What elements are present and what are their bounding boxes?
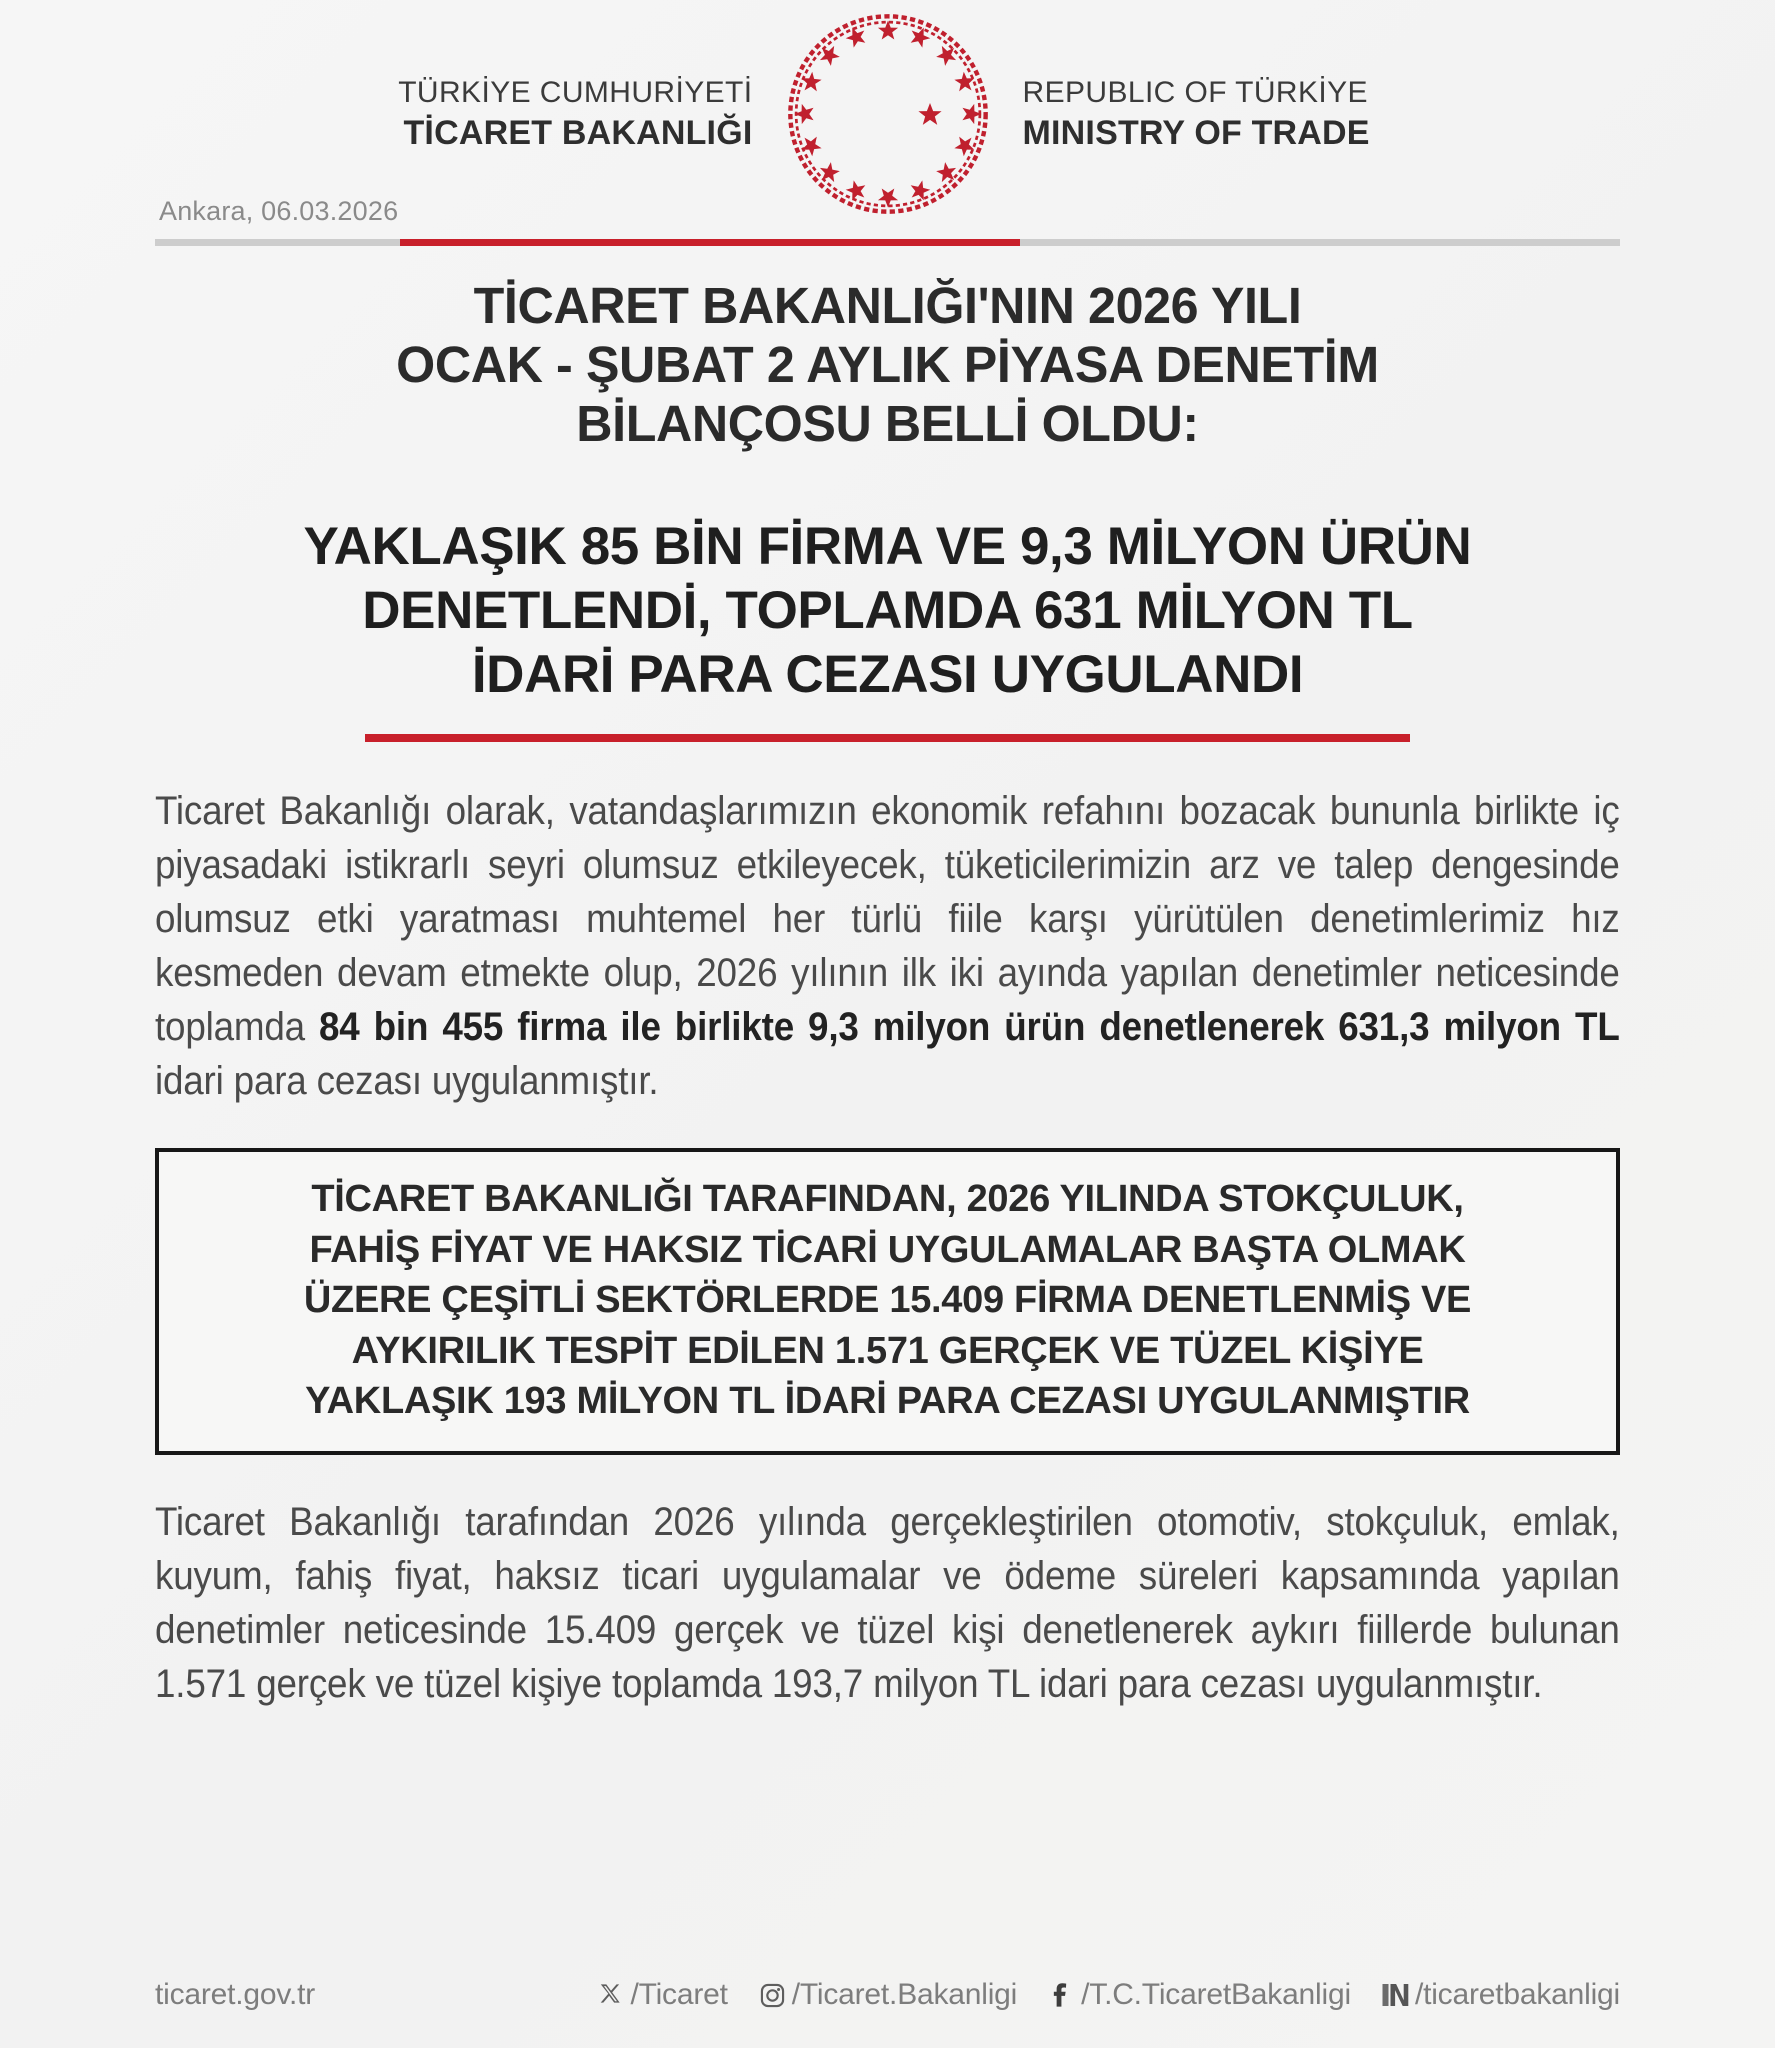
- callout-line3: ÜZERE ÇEŞİTLİ SEKTÖRLERDE 15.409 FİRMA DENETLENMİŞ VE: [303, 1279, 1472, 1322]
- n-logo-icon: [1381, 1980, 1411, 2010]
- page-title-line3: BİLANÇOSU BELLİ OLDU:: [576, 395, 1199, 453]
- red-divider: [365, 734, 1410, 742]
- instagram-icon: [758, 1980, 788, 2010]
- social-handle-n: /ticaretbakanligi: [1414, 1978, 1620, 2011]
- body-paragraph-1: [155, 784, 1620, 1108]
- header-rule-red-segment: [400, 239, 1020, 246]
- body-paragraph-2: Ticaret Bakanlığı tarafından 2026 yılında gerçekleştirilen otomotiv, stokçuluk, emlak, kuyum, fahiş fiyat, haksız ticari uygulamalar ve ödeme süreleri kapsamında yapılan denetimler neticesinde 15.409 gerçek ve tüzel kişi denetlenerek aykırı fiillerde bulunan 1.571 gerçek ve tüzel kişiye toplamda 193,7 milyon TL idari para cezası uygulanmıştır.: [155, 1499, 1620, 1706]
- masthead-english: [993, 76, 1493, 152]
- social-link-instagram[interactable]: [758, 1978, 1017, 2012]
- social-handle-facebook: /T.C.TicaretBakanligi: [1081, 1978, 1351, 2011]
- subheadline-line1: YAKLAŞIK 85 BİN FİRMA VE 9,3 MİLYON ÜRÜN: [303, 517, 1472, 577]
- footer-website[interactable]: ticaret.gov.tr: [155, 1978, 316, 2011]
- facebook-icon: [1047, 1980, 1077, 2010]
- paragraph-1-bold: 84 bin 455 firma ile birlikte 9,3 milyon ürün denetlenerek 631,3 milyon TL: [318, 1005, 1620, 1050]
- footer: [155, 1978, 1620, 2012]
- page-title-line1: TİCARET BAKANLIĞI'NIN 2026 YILI: [473, 277, 1302, 334]
- callout-text: [173, 1174, 1602, 1427]
- page-title-line2: OCAK - ŞUBAT 2 AYLIK PİYASA DENETİM: [396, 336, 1379, 394]
- callout-line1: TİCARET BAKANLIĞI TARAFINDAN, 2026 YILINDA STOKÇULUK,: [311, 1178, 1464, 1221]
- masthead-turkish-line1: TÜRKİYE CUMHURİYETİ: [398, 75, 753, 109]
- callout-line4: AYKIRILIK TESPİT EDİLEN 1.571 GERÇEK VE TÜZEL KİŞİYE: [351, 1329, 1424, 1372]
- masthead-turkish-line2: TİCARET BAKANLIĞI: [403, 113, 753, 152]
- subheadline: [155, 515, 1620, 706]
- paragraph-1-part-2: idari para cezası uygulanmıştır.: [155, 1059, 659, 1104]
- social-handle-instagram: /Ticaret.Bakanligi: [791, 1978, 1018, 2011]
- social-link-facebook[interactable]: [1047, 1978, 1351, 2012]
- ministry-of-trade-emblem: [783, 9, 993, 219]
- masthead-english-line2: MINISTRY OF TRADE: [1022, 113, 1370, 152]
- dateline: Ankara, 06.03.2026: [159, 196, 399, 226]
- subheadline-line2: DENETLENDİ, TOPLAMDA 631 MİLYON TL: [362, 581, 1413, 641]
- masthead: [155, 0, 1620, 190]
- masthead-turkish: [283, 76, 783, 152]
- header-rule: [155, 239, 1620, 246]
- social-link-x[interactable]: [596, 1978, 727, 2012]
- social-handle-x: /Ticaret: [630, 1978, 728, 2011]
- paragraph-1-part-1: Ticaret Bakanlığı olarak, vatandaşlarımızın ekonomik refahını bozacak bununla birlikte iç piyasadaki istikrarlı seyri olumsuz etkileyecek, tüketicilerimizin arz ve talep dengesinde olumsuz etki yaratması muhtemel her türlü fiile karşı yürütülen denetimlerimiz hız kesmeden devam etmekte olup, 2026 yılının ilk iki ayında yapılan denetimler neticesinde toplamda: [155, 789, 1620, 1050]
- x-twitter-icon: [596, 1980, 626, 2010]
- callout-line2: FAHİŞ FİYAT VE HAKSIZ TİCARİ UYGULAMALAR BAŞTA OLMAK: [309, 1228, 1466, 1271]
- callout-box: [155, 1148, 1620, 1455]
- callout-line5: YAKLAŞIK 193 MİLYON TL İDARİ PARA CEZASI UYGULANMIŞTIR: [305, 1380, 1470, 1423]
- page-title: [166, 276, 1609, 453]
- masthead-english-line1: REPUBLIC OF TÜRKİYE: [1022, 75, 1368, 109]
- social-link-n[interactable]: [1381, 1978, 1620, 2012]
- subheadline-line3: İDARİ PARA CEZASI UYGULANDI: [471, 644, 1304, 704]
- footer-social-links: [596, 1978, 1620, 2012]
